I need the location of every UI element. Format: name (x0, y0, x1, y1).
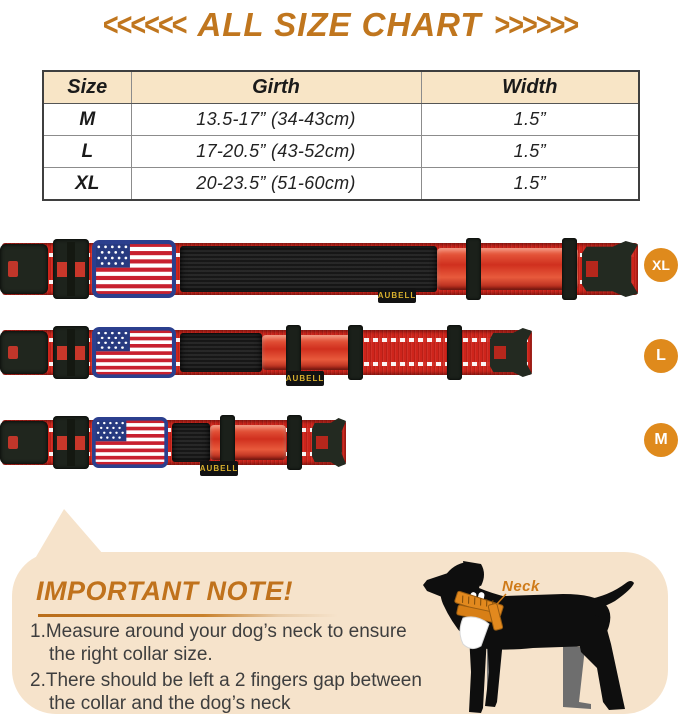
collar-photo-l (0, 330, 532, 383)
size-chart-table (42, 70, 640, 201)
buckle-female (490, 328, 532, 377)
size-cell: M (43, 104, 131, 136)
buckle-female (312, 418, 346, 467)
buckle-female (582, 241, 638, 297)
width-cell: 1.5” (421, 168, 639, 201)
note-heading: IMPORTANT NOTE! (36, 576, 293, 606)
table-row (43, 168, 639, 201)
note-item (30, 620, 470, 666)
page-title (0, 6, 679, 44)
brand-tag: AUBELL (286, 371, 324, 386)
heading-underline (38, 614, 338, 617)
velcro-strip (180, 333, 262, 372)
usa-flag-icon (92, 240, 176, 298)
note-items (30, 620, 470, 718)
strap-keeper (562, 238, 577, 300)
tri-glide-slider (53, 416, 89, 469)
header-size: Size (43, 71, 131, 104)
note-item-number: 1. (30, 621, 46, 642)
girth-cell: 17-20.5” (43-52cm) (131, 136, 421, 168)
brand-tag: AUBELL (200, 461, 238, 476)
usa-flag-icon (92, 417, 168, 468)
table-row (43, 136, 639, 168)
note-item-text: the collar and the dog’s neck (49, 693, 291, 714)
adjustment-strap (262, 335, 352, 370)
tri-glide-slider (53, 239, 89, 299)
width-cell: 1.5” (421, 104, 639, 136)
chevrons-left-icon: <<<<<< (102, 6, 185, 43)
strap-keeper (287, 415, 302, 470)
velcro-strip (172, 423, 210, 462)
strap-keeper (348, 325, 363, 380)
girth-cell: 20-23.5” (51-60cm) (131, 168, 421, 201)
table-row (43, 104, 639, 136)
strap-keeper (447, 325, 462, 380)
page-title-text: ALL SIZE CHART (197, 6, 482, 43)
buckle-male (0, 331, 48, 374)
note-item-text: There should be left a 2 fingers gap between (45, 670, 422, 691)
note-item (30, 669, 470, 715)
header-girth: Girth (131, 71, 421, 104)
velcro-strip (180, 246, 437, 292)
header-width: Width (421, 71, 639, 104)
size-badge-m: M (644, 423, 678, 457)
speech-bubble-tail (30, 509, 104, 557)
tri-glide-slider (53, 326, 89, 379)
chevrons-right-icon: >>>>>> (494, 6, 577, 43)
neck-label: Neck (502, 578, 540, 595)
collar-photo-xl (0, 243, 638, 300)
girth-cell: 13.5-17” (34-43cm) (131, 104, 421, 136)
width-cell: 1.5” (421, 136, 639, 168)
size-cell: XL (43, 168, 131, 201)
note-item-number: 2. (30, 670, 46, 691)
size-cell: L (43, 136, 131, 168)
collar-photo-m (0, 420, 346, 473)
size-badge-xl: XL (644, 248, 678, 282)
usa-flag-icon (92, 327, 176, 378)
note-item-text: the right collar size. (49, 644, 213, 665)
size-badge-l: L (644, 339, 678, 373)
table-header-row (43, 71, 639, 104)
adjustment-strap (437, 248, 578, 290)
buckle-male (0, 244, 48, 294)
buckle-male (0, 421, 48, 464)
strap-keeper (466, 238, 481, 300)
note-item-text: Measure around your dog’s neck to ensure (45, 621, 407, 642)
brand-tag: AUBELL (378, 288, 416, 303)
